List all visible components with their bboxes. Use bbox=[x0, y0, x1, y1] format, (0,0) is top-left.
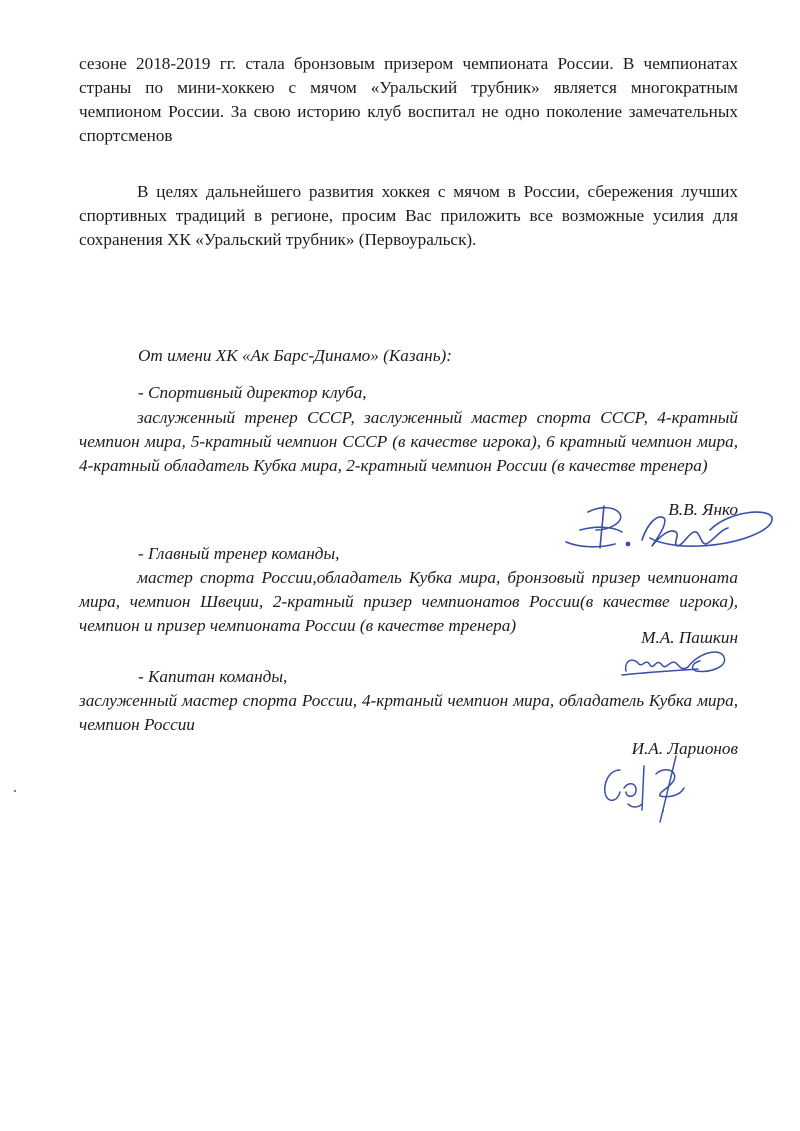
signature-2-icon bbox=[618, 645, 733, 680]
signature-1-icon bbox=[560, 500, 775, 555]
signatory-3-name: И.А. Ларионов bbox=[631, 739, 738, 758]
signature-3-icon bbox=[598, 752, 703, 827]
signatory-2-name: М.А. Пашкин bbox=[641, 628, 738, 647]
scan-speck bbox=[14, 790, 16, 792]
signatories-intro: От имени ХК «Ак Барс-Динамо» (Казань): bbox=[138, 346, 452, 365]
signatory-3-role: - Капитан команды, bbox=[138, 667, 288, 686]
signatory-2-description: мастер спорта России,обладатель Кубка мира, бронзовый призер чемпионата мира, чемпион Швеции, 2-кратный призер чемпионатов России(в качестве игрока), чемпион и призер чемпионата России (в качестве тренера) bbox=[79, 568, 738, 635]
signatory-3-description: заслуженный мастер спорта России, 4-кртаный чемпион мира, обладатель Кубка мира, чемпион России bbox=[79, 691, 738, 734]
signatory-1-name: В.В. Янко bbox=[668, 500, 738, 519]
signatory-2-role: - Главный тренер команды, bbox=[138, 544, 340, 563]
signatory-1-description: заслуженный тренер СССР, заслуженный мастер спорта СССР, 4-кратный чемпион мира, 5-кратный чемпион СССР (в качестве игрока), 6 кратный чемпион мира, 4-кратный обладатель Кубка мира, 2-кратный чемпион России (в качестве тренера) bbox=[79, 408, 738, 475]
paragraph-request: В целях дальнейшего развития хоккея с мячом в России, сбережения лучших спортивных традиций в регионе, просим Вас приложить все возможные усилия для сохранения ХК «Уральский трубник» (Первоуральск). bbox=[79, 182, 738, 249]
paragraph-club-history: сезоне 2018-2019 гг. стала бронзовым призером чемпионата России. В чемпионатах страны по мини-хоккею с мячом «Уральский трубник» является многократным чемпионом России. За свою историю клуб воспитал не одно поколение замечательных спортсменов bbox=[79, 54, 738, 145]
scan-speck bbox=[662, 810, 664, 812]
signatory-1-role: - Спортивный директор клуба, bbox=[138, 383, 367, 402]
